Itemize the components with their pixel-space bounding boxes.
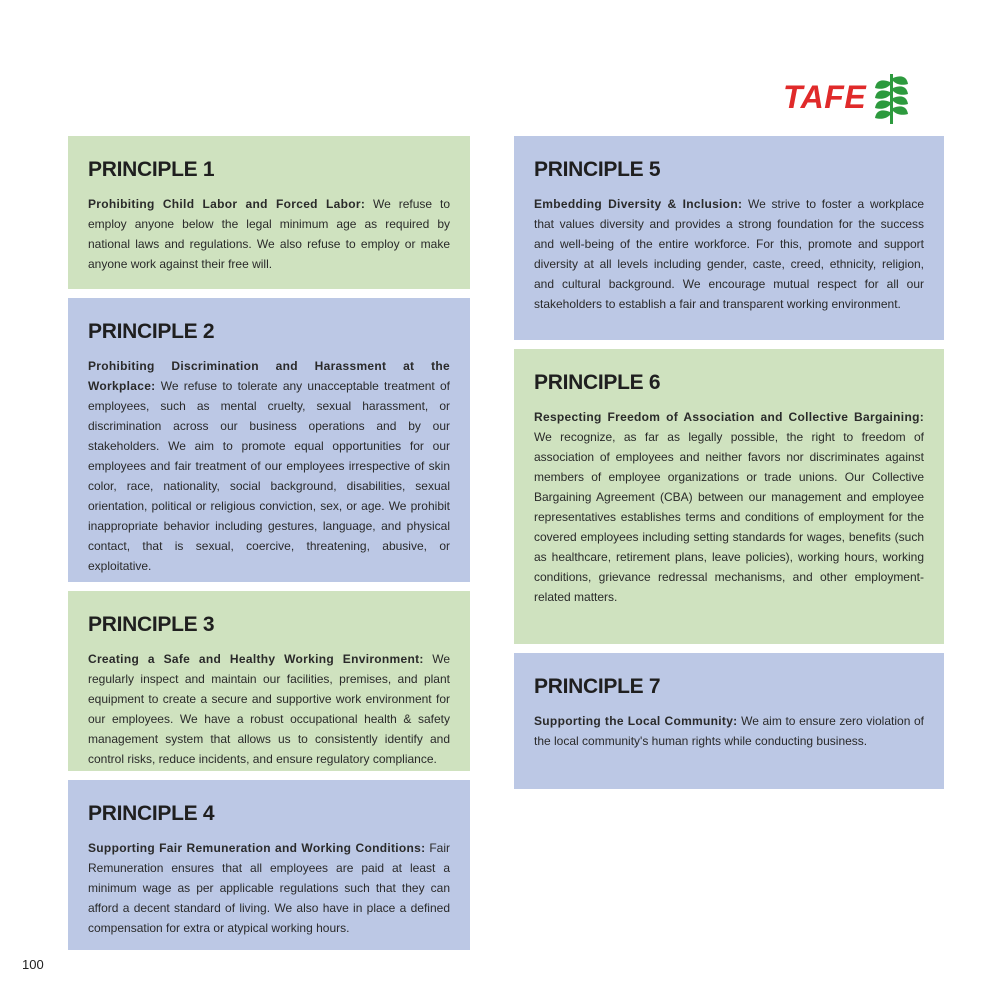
principle-text: [88, 194, 450, 274]
principle-title: PRINCIPLE 7: [534, 675, 661, 698]
principle-lead: Prohibiting Child Labor and Forced Labor:: [88, 197, 366, 211]
principle-text: [88, 356, 450, 576]
principle-body: Fair Remuneration ensures that all employees are paid at least a minimum wage as per applicable regulations such that they can afford a decent standard of living. We also have in place a defined compensation for extra or atypical working hours.: [88, 841, 451, 935]
principle-lead: Creating a Safe and Healthy Working Environment:: [88, 652, 424, 666]
principle-body: We refuse to tolerate any unacceptable treatment of employees, such as mental cruelty, sexual harassment, or discrimination across our business operations and by our stakeholders. We aim to promote equal opportunities for our employees and fair treatment of our employees irrespective of skin color, race, nationality, social background, disabilities, sexual orientation, political or religious conviction, sex, or age. We prohibit inappropriate behavior including gestures, language, and physical contact, that is sexual, coercive, threatening, abusive, or exploitative.: [88, 379, 450, 573]
principle-lead: Respecting Freedom of Association and Collective Bargaining:: [534, 410, 924, 424]
principle-title: PRINCIPLE 1: [88, 158, 215, 181]
principle-4-card: [68, 780, 470, 950]
principle-title: PRINCIPLE 4: [88, 802, 215, 825]
wheat-leaf-icon: [872, 68, 912, 126]
principle-text: [534, 194, 924, 314]
principle-text: [534, 711, 924, 751]
principle-6-card: [514, 349, 944, 644]
principle-7-card: [514, 653, 944, 789]
principle-lead: Prohibiting Discrimination and Harassment at the Workplace:: [88, 359, 450, 393]
principle-text: [534, 407, 924, 607]
principle-body: We recognize, as far as legally possible, the right to freedom of association of employees and neither favors nor discriminates against members of employee organizations or trade unions. Our Collective Bargaining Agreement (CBA) between our management and employee representatives establishes terms and conditions of employment for the covered employees including setting standards for wages, benefits (such as healthcare, retirement plans, leave policies), working hours, working conditions, grievance redressal mechanisms, and other employment-related matters.: [534, 430, 924, 604]
principle-body: We refuse to employ anyone below the legal minimum age as required by national laws and regulations. We also refuse to employ or make anyone work against their free will.: [88, 197, 450, 271]
principle-3-card: [68, 591, 470, 771]
logo-text: TAFE: [783, 78, 867, 115]
principle-title: PRINCIPLE 6: [534, 371, 661, 394]
tafe-logo: [783, 68, 943, 126]
principle-title: PRINCIPLE 2: [88, 320, 215, 343]
principle-text: [88, 649, 450, 769]
page-number: 100: [22, 957, 44, 972]
principle-title: PRINCIPLE 5: [534, 158, 661, 181]
principle-lead: Supporting the Local Community:: [534, 714, 738, 728]
principle-2-card: [68, 298, 470, 582]
principle-body: We aim to ensure zero violation of the local community's human rights while conducting business.: [534, 714, 924, 748]
principle-body: We regularly inspect and maintain our facilities, premises, and plant equipment to create a secure and supportive work environment for our employees. We have a robust occupational health & safety management system that allows us to consistently identify and control risks, reduce incidents, and ensure regulatory compliance.: [88, 652, 450, 766]
principle-1-card: [68, 136, 470, 289]
principle-lead: Supporting Fair Remuneration and Working Conditions:: [88, 841, 426, 855]
principle-5-card: [514, 136, 944, 340]
principle-body: We strive to foster a workplace that values diversity and provides a strong foundation for the success and well-being of the entire workforce. For this, promote and support diversity at all levels including gender, caste, creed, ethnicity, religion, and cultural background. We encourage mutual respect for all our stakeholders to establish a fair and transparent working environment.: [534, 197, 924, 311]
principle-title: PRINCIPLE 3: [88, 613, 215, 636]
principle-lead: Embedding Diversity & Inclusion:: [534, 197, 743, 211]
principle-text: [88, 838, 450, 938]
